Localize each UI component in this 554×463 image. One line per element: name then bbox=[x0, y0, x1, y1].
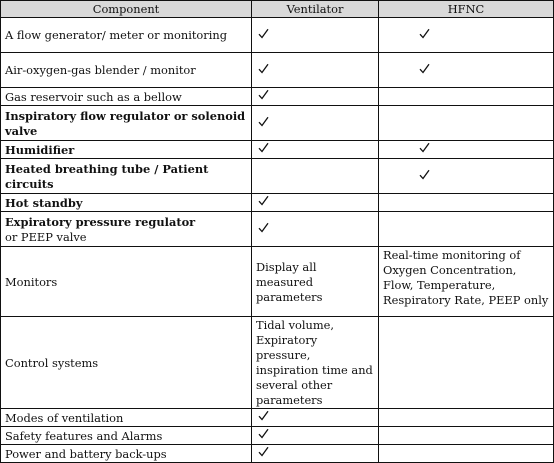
table-row bbox=[1, 194, 554, 212]
hfnc-cell bbox=[379, 445, 554, 463]
ventilator-cell: Tidal volume, Expiratory pressure, inspiration time and several other parameters bbox=[252, 317, 379, 409]
table-row bbox=[1, 427, 554, 445]
table-row bbox=[1, 247, 554, 317]
check-icon bbox=[256, 116, 270, 128]
component-cell bbox=[1, 212, 252, 247]
check-icon bbox=[383, 63, 431, 75]
ventilator-cell bbox=[252, 445, 379, 463]
component-cell: Power and battery back-ups bbox=[1, 445, 252, 463]
check-icon bbox=[383, 28, 431, 40]
table-row bbox=[1, 409, 554, 427]
ventilator-cell bbox=[252, 194, 379, 212]
header-component: Component bbox=[1, 1, 252, 18]
component-cell: Hot standby bbox=[1, 194, 252, 212]
check-icon bbox=[256, 142, 270, 154]
ventilator-cell bbox=[252, 159, 379, 194]
table-row bbox=[1, 141, 554, 159]
component-cell: Modes of ventilation bbox=[1, 409, 252, 427]
header-hfnc: HFNC bbox=[379, 1, 554, 18]
hfnc-cell bbox=[379, 18, 554, 53]
check-icon bbox=[256, 222, 270, 234]
hfnc-cell bbox=[379, 212, 554, 247]
check-icon bbox=[256, 63, 270, 75]
ventilator-cell bbox=[252, 409, 379, 427]
table-row bbox=[1, 317, 554, 409]
hfnc-cell: Real-time monitoring of Oxygen Concentration, Flow, Temperature, Respiratory Rate, PEEP only bbox=[379, 247, 554, 317]
hfnc-cell bbox=[379, 141, 554, 159]
hfnc-cell bbox=[379, 427, 554, 445]
hfnc-cell bbox=[379, 106, 554, 141]
table-row bbox=[1, 212, 554, 247]
check-icon bbox=[383, 142, 431, 154]
check-icon bbox=[256, 195, 270, 207]
component-cell: Humidifier bbox=[1, 141, 252, 159]
component-bold-text: Expiratory pressure regulator bbox=[5, 214, 196, 229]
table-row bbox=[1, 445, 554, 463]
hfnc-cell bbox=[379, 53, 554, 88]
component-cell: Monitors bbox=[1, 247, 252, 317]
ventilator-cell bbox=[252, 88, 379, 106]
table-row bbox=[1, 18, 554, 53]
header-ventilator: Ventilator bbox=[252, 1, 379, 18]
component-cell: Safety features and Alarms bbox=[1, 427, 252, 445]
hfnc-cell bbox=[379, 88, 554, 106]
hfnc-cell bbox=[379, 317, 554, 409]
component-cell: A flow generator/ meter or monitoring bbox=[1, 18, 252, 53]
ventilator-cell bbox=[252, 106, 379, 141]
check-icon bbox=[383, 169, 431, 181]
component-cell: Control systems bbox=[1, 317, 252, 409]
table-row bbox=[1, 53, 554, 88]
ventilator-cell bbox=[252, 18, 379, 53]
hfnc-cell bbox=[379, 159, 554, 194]
component-cell: Gas reservoir such as a bellow bbox=[1, 88, 252, 106]
hfnc-cell bbox=[379, 409, 554, 427]
table-row bbox=[1, 88, 554, 106]
component-cell: Inspiratory flow regulator or solenoid valve bbox=[1, 106, 252, 141]
check-icon bbox=[256, 89, 270, 101]
hfnc-cell bbox=[379, 194, 554, 212]
check-icon bbox=[256, 28, 270, 40]
ventilator-cell: Display all measured parameters bbox=[252, 247, 379, 317]
table-row bbox=[1, 106, 554, 141]
check-icon bbox=[256, 428, 270, 440]
check-icon bbox=[256, 446, 270, 458]
ventilator-cell bbox=[252, 212, 379, 247]
header-row bbox=[1, 1, 554, 18]
ventilator-cell bbox=[252, 427, 379, 445]
check-icon bbox=[256, 410, 270, 422]
ventilator-cell bbox=[252, 141, 379, 159]
component-cell: Heated breathing tube / Patient circuits bbox=[1, 159, 252, 194]
ventilator-cell bbox=[252, 53, 379, 88]
component-rest-text: or PEEP valve bbox=[5, 229, 87, 244]
component-cell: Air-oxygen-gas blender / monitor bbox=[1, 53, 252, 88]
table-row bbox=[1, 159, 554, 194]
